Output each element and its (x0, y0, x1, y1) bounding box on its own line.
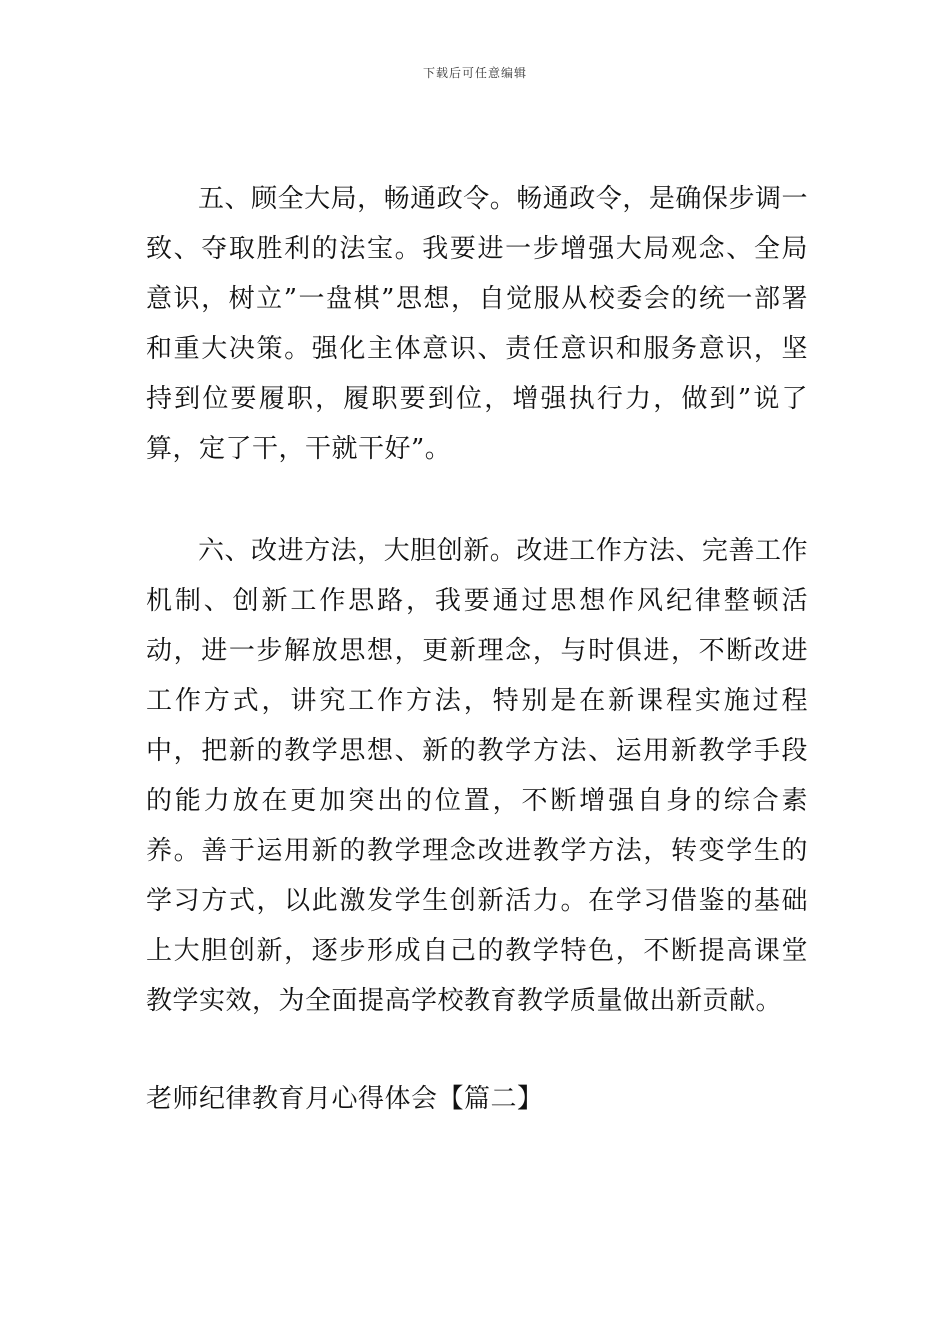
section-title: 老师纪律教育月心得体会【篇二】 (146, 1084, 544, 1114)
paragraph-spacer (146, 474, 808, 526)
document-body (146, 174, 808, 1124)
paragraph-six: 六、改进方法，大胆创新。改进工作方法、完善工作机制、创新工作思路，我要通过思想作风纪律整顿活动，进一步解放思想，更新理念，与时俱进，不断改进工作方式，讲究工作方法，特别是在新课程实施过程中，把新的教学思想、新的教学方法、运用新教学手段的能力放在更加突出的位置，不断增强自身的综合素养。善于运用新的教学理念改进教学方法，转变学生的学习方式，以此激发学生创新活力。在学习借鉴的基础上大胆创新，逐步形成自己的教学特色，不断提高课堂教学实效，为全面提高学校教育教学质量做出新贡献。 (146, 536, 808, 1016)
paragraph-five: 五、顾全大局，畅通政令。畅通政令，是确保步调一致、夺取胜利的法宝。我要进一步增强大局观念、全局意识，树立”一盘棋”思想，自觉服从校委会的统一部署和重大决策。强化主体意识、责任意识和服务意识，坚持到位要履职，履职要到位，增强执行力，做到”说了算，定了干，干就干好”。 (146, 184, 808, 464)
section-spacer (146, 1026, 808, 1074)
header-note: 下载后可任意编辑 (422, 66, 527, 80)
